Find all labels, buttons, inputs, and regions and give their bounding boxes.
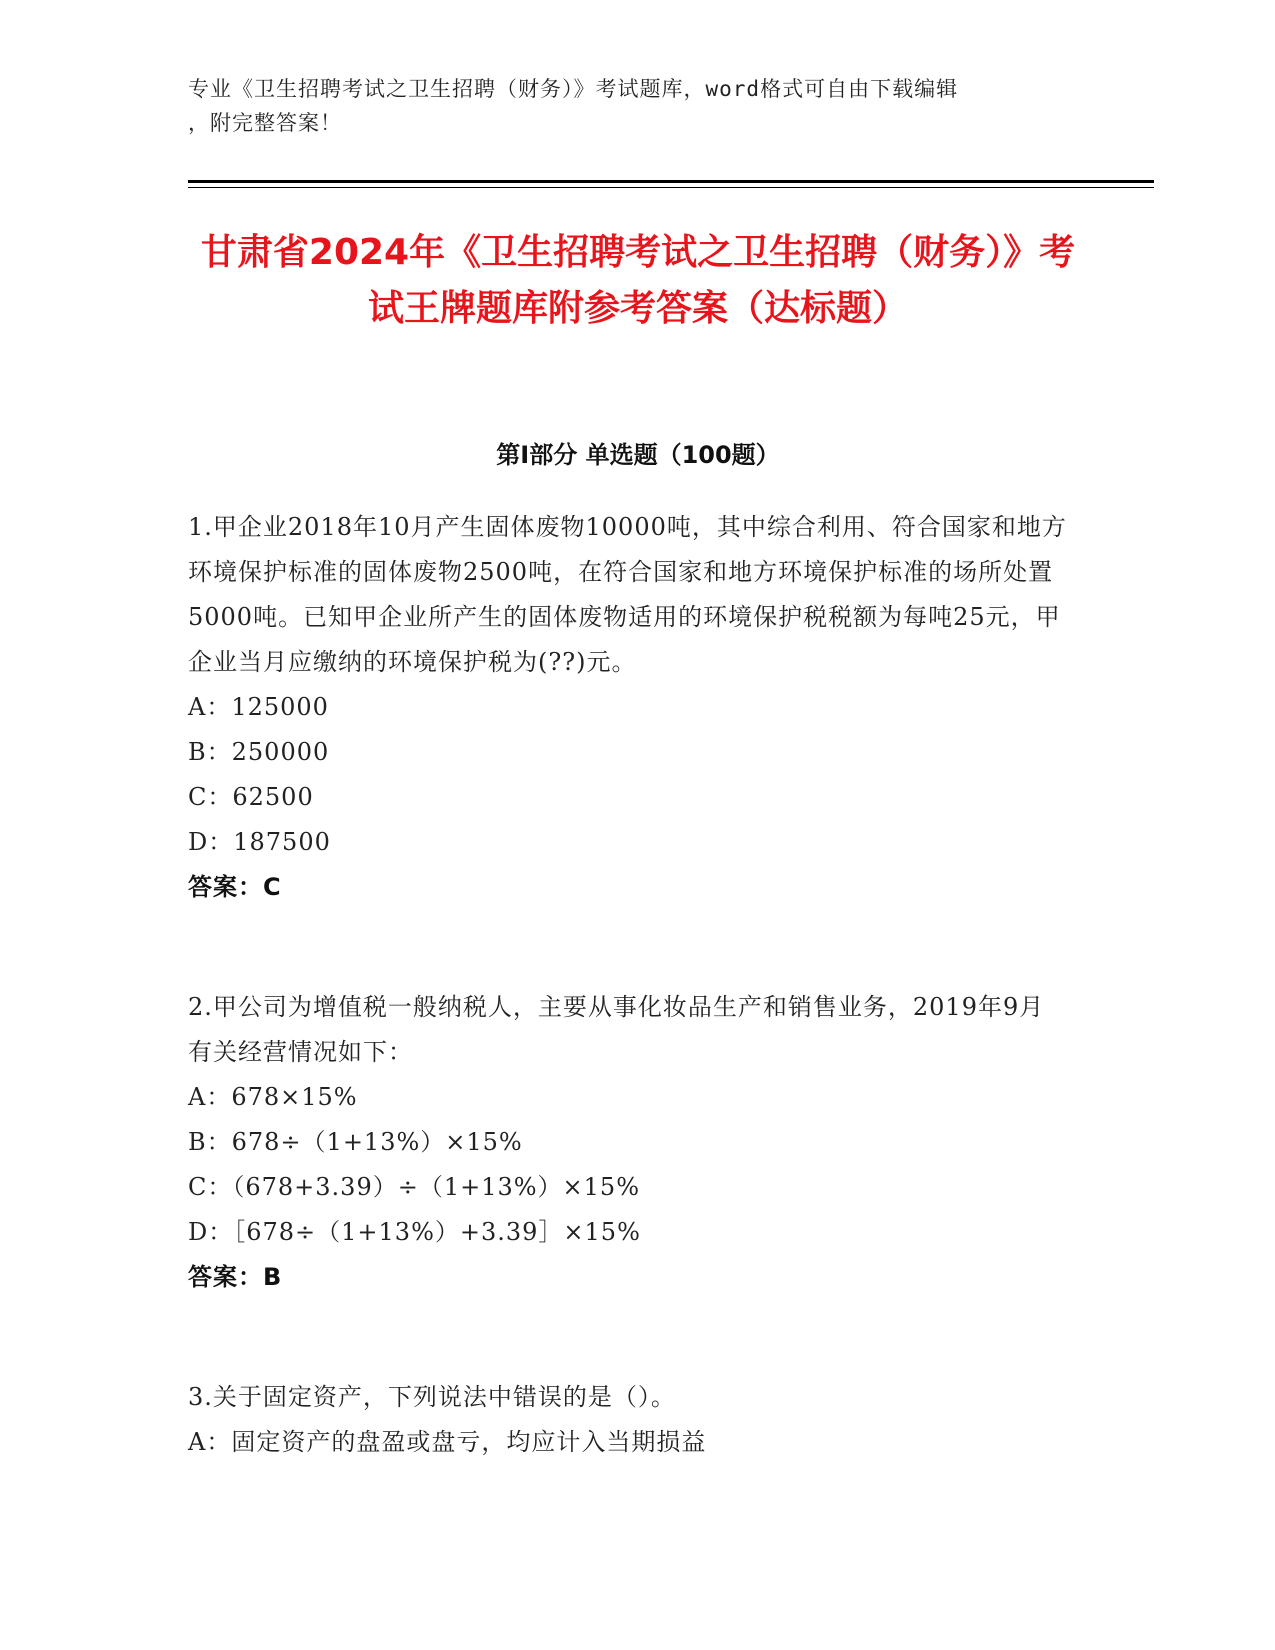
answer-label: 答案：C: [188, 873, 282, 901]
option-b: B：250000: [188, 738, 330, 766]
option-b: B：678÷（1+13%）×15%: [188, 1128, 523, 1156]
question-stem: 1.甲企业2018年10月产生固体废物10000吨，其中综合利用、符合国家和地方环境保护标准的固体废物2500吨，在符合国家和地方环境保护标准的场所处置5000吨。已知甲企业所产生的固体废物适用的环境保护税税额为每吨25元，甲企业当月应缴纳的环境保护税为(??)元。: [188, 513, 1067, 676]
question-3: [188, 1375, 1068, 1465]
option-d: D：［678÷（1+13%）+3.39］×15%: [188, 1218, 641, 1246]
header-divider-thin: [188, 187, 1154, 188]
header-note-line2: ，附完整答案！: [188, 111, 342, 135]
header-note-line1: 专业《卫生招聘考试之卫生招聘（财务）》考试题库，word格式可自由下载编辑: [188, 77, 959, 101]
option-c: C：（678+3.39）÷（1+13%）×15%: [188, 1173, 641, 1201]
option-c: C：62500: [188, 783, 314, 811]
header-note: [188, 72, 1088, 140]
header-divider-thick: [188, 180, 1154, 183]
option-d: D：187500: [188, 828, 331, 856]
question-2: [188, 985, 1068, 1300]
question-stem: 3.关于固定资产，下列说法中错误的是（）。: [188, 1383, 676, 1411]
option-a: A：固定资产的盘盈或盘亏，均应计入当期损益: [188, 1428, 707, 1456]
answer-label: 答案：B: [188, 1263, 283, 1291]
option-a: A：678×15%: [188, 1083, 358, 1111]
question-1: [188, 505, 1068, 910]
section-title: 第Ⅰ部分 单选题（100题）: [496, 441, 780, 469]
option-a: A：125000: [188, 693, 329, 721]
question-stem: 2.甲公司为增值税一般纳税人，主要从事化妆品生产和销售业务，2019年9月有关经营情况如下：: [188, 993, 1045, 1066]
document-title: 甘肃省2024年《卫生招聘考试之卫生招聘（财务）》考试王牌题库附参考答案（达标题）: [200, 232, 1076, 329]
